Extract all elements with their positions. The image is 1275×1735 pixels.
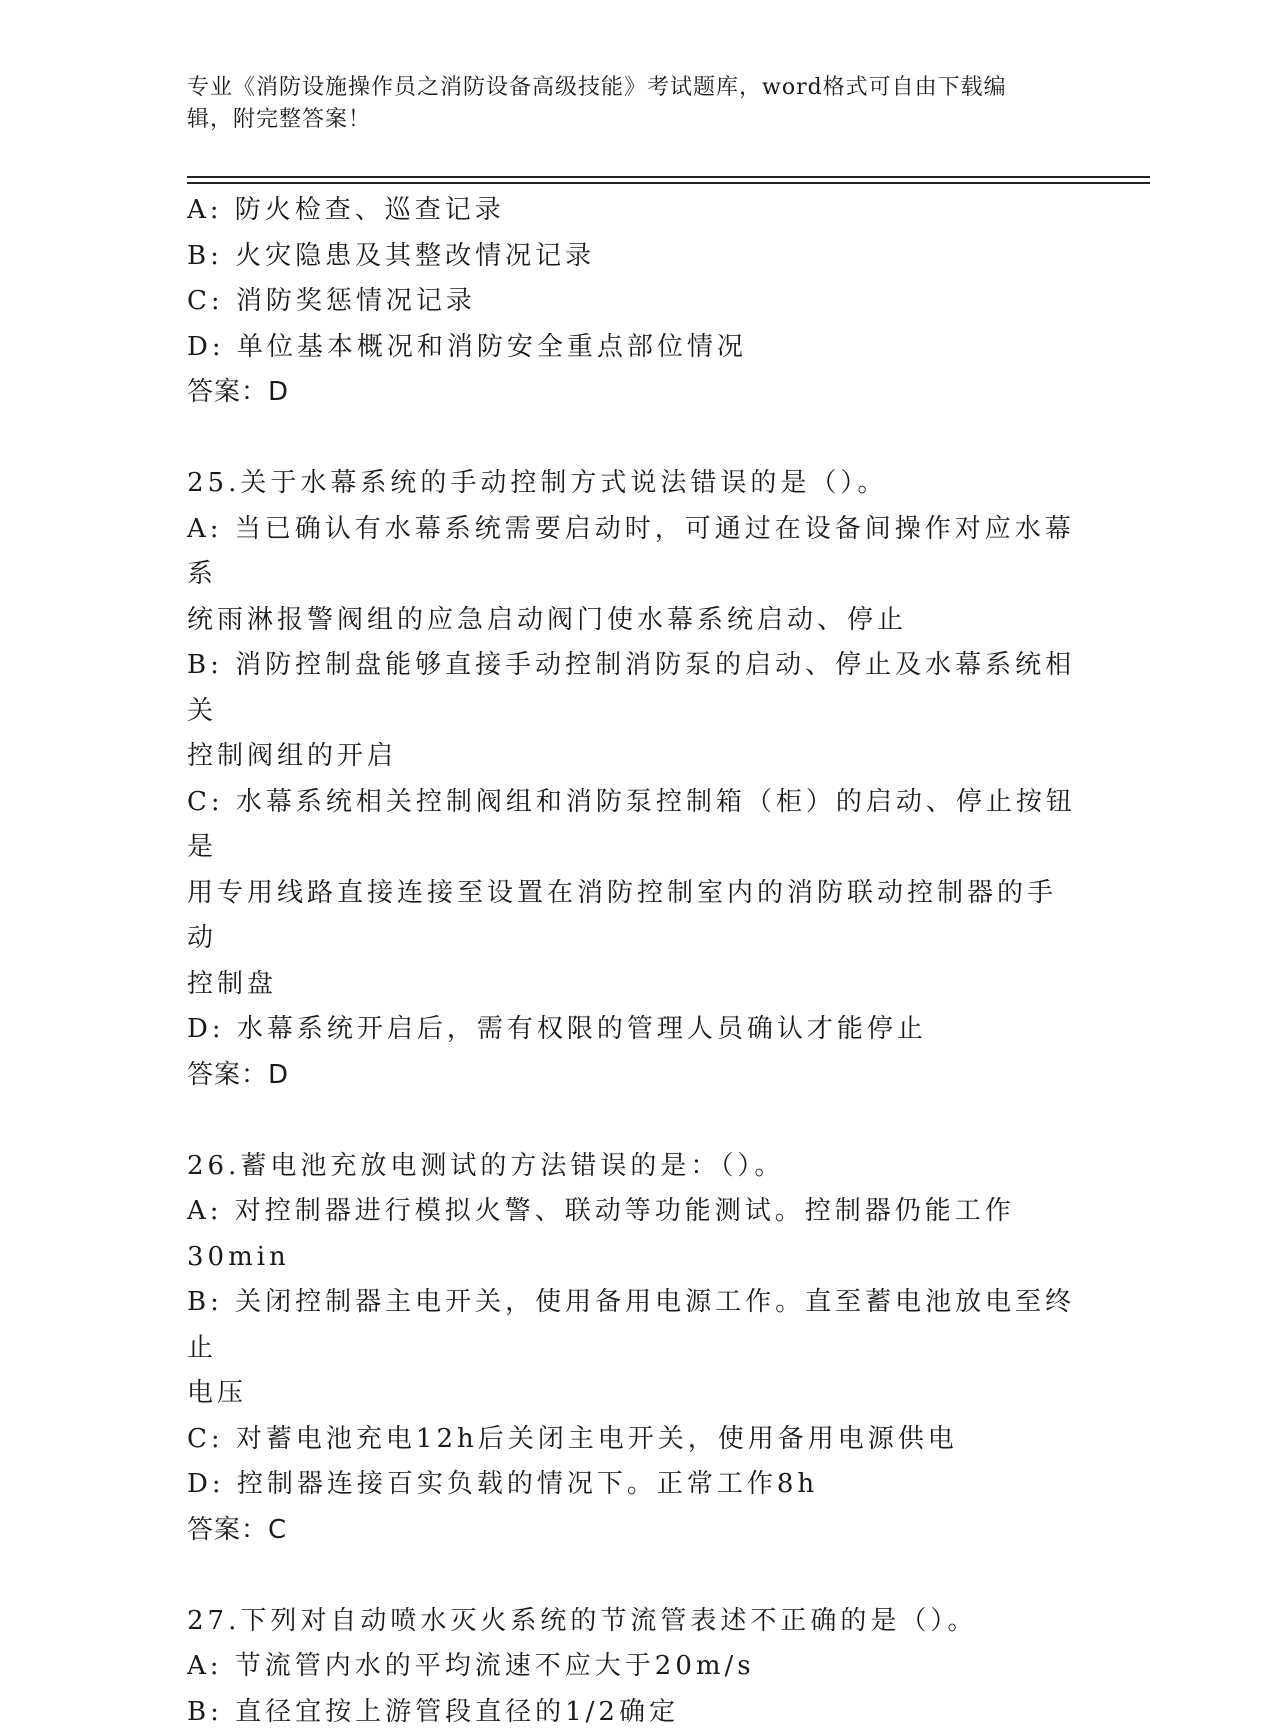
option-c: C: 消防奖惩情况记录 [187, 279, 1077, 325]
header-divider-bottom [187, 182, 1150, 184]
option-line: A: 节流管内水的平均流速不应大于20m/s [187, 1644, 1077, 1690]
spacer [187, 1553, 1077, 1599]
question-block-27 [187, 1599, 1077, 1735]
header-line: 专业《消防设施操作员之消防设备高级技能》考试题库，word格式可自由下载编 [187, 72, 1067, 104]
question-title: 25.关于水幕系统的手动控制方式说法错误的是（）。 [187, 461, 1077, 507]
option-line: 用专用线路直接连接至设置在消防控制室内的消防联动控制器的手动 [187, 871, 1077, 962]
question-title: 27.下列对自动喷水灭火系统的节流管表述不正确的是（）。 [187, 1599, 1077, 1645]
spacer [187, 416, 1077, 462]
answer-line: 答案：C [187, 1508, 1077, 1554]
question-title: 26.蓄电池充放电测试的方法错误的是：（）。 [187, 1144, 1077, 1190]
option-d: D: 单位基本概况和消防安全重点部位情况 [187, 325, 1077, 371]
option-line: 控制阀组的开启 [187, 734, 1077, 780]
option-line: B: 直径宜按上游管段直径的1/2确定 [187, 1690, 1077, 1735]
answer-line: 答案：D [187, 370, 1077, 416]
question-block-26 [187, 1144, 1077, 1554]
header-line: 辑，附完整答案！ [187, 104, 1067, 136]
question-list [187, 188, 1077, 1735]
spacer [187, 1098, 1077, 1144]
question-block-25 [187, 461, 1077, 1098]
answer-line: 答案：D [187, 1053, 1077, 1099]
option-b: B: 火灾隐患及其整改情况记录 [187, 234, 1077, 280]
option-line: C: 对蓄电池充电12h后关闭主电开关，使用备用电源供电 [187, 1417, 1077, 1463]
option-line: C: 水幕系统相关控制阀组和消防泵控制箱（柜）的启动、停止按钮是 [187, 780, 1077, 871]
option-line: 统雨淋报警阀组的应急启动阀门使水幕系统启动、停止 [187, 598, 1077, 644]
question-block-prev [187, 188, 1077, 416]
option-line: B: 关闭控制器主电开关，使用备用电源工作。直至蓄电池放电至终止 [187, 1280, 1077, 1371]
option-line: D: 水幕系统开启后，需有权限的管理人员确认才能停止 [187, 1007, 1077, 1053]
document-header [187, 72, 1067, 136]
option-line: B: 消防控制盘能够直接手动控制消防泵的启动、停止及水幕系统相关 [187, 643, 1077, 734]
option-line: D: 控制器连接百实负载的情况下。正常工作8h [187, 1462, 1077, 1508]
header-divider-top [187, 176, 1150, 178]
option-a: A: 防火检查、巡查记录 [187, 188, 1077, 234]
option-line: 电压 [187, 1371, 1077, 1417]
option-line: 控制盘 [187, 962, 1077, 1008]
option-line: A: 当已确认有水幕系统需要启动时，可通过在设备间操作对应水幕系 [187, 507, 1077, 598]
option-line: A: 对控制器进行模拟火警、联动等功能测试。控制器仍能工作30min [187, 1189, 1077, 1280]
